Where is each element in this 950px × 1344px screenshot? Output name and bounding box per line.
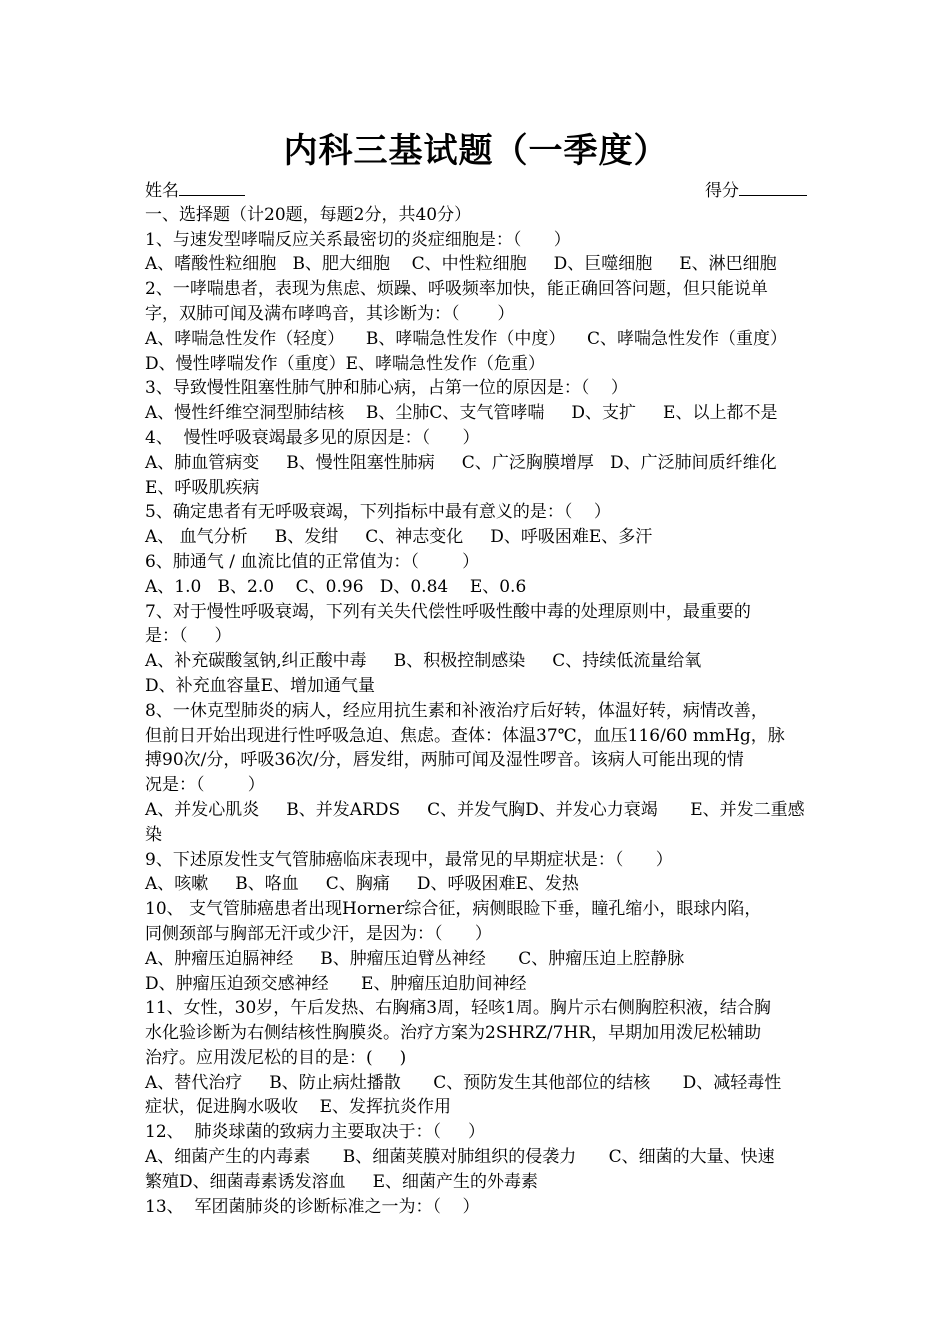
text-line: 8、一休克型肺炎的病人，经应用抗生素和补液治疗后好转，体温好转，病情改善， — [145, 700, 768, 721]
text-line: 水化验诊断为右侧结核性胸膜炎。治疗方案为2SHRZ/7HR，早期加用泼尼松辅助 — [145, 1023, 762, 1044]
text-line: D、补充血容量E、增加通气量 — [145, 675, 376, 696]
text-line: A、补充碳酸氢钠,纠正酸中毒 B、积极控制感染 C、持续低流量给氧 — [145, 651, 702, 672]
score-blank — [739, 178, 807, 196]
text-line: 10、 支气管肺癌患者出现Horner综合征，病侧眼睑下垂，瞳孔缩小，眼球内陷， — [145, 899, 762, 920]
score-label: 得分 — [705, 181, 739, 201]
text-line: A、咳嗽 B、咯血 C、胸痛 D、呼吸困难E、发热 — [145, 874, 579, 895]
text-line: A、并发心肌炎 B、并发ARDS C、并发气胸D、并发心力衰竭 E、并发二重感 — [145, 799, 805, 820]
text-line: A、哮喘急性发作（轻度） B、哮喘急性发作（中度） C、哮喘急性发作（重度） — [145, 328, 788, 349]
name-field — [145, 178, 245, 203]
text-line: 搏90次/分，呼吸36次/分，唇发绀，两肺可闻及湿性啰音。该病人可能出现的情 — [145, 750, 744, 771]
text-line: 况是：（ ） — [145, 775, 265, 796]
text-line: 12、 肺炎球菌的致病力主要取决于：（ ） — [145, 1122, 485, 1143]
text-line: 13、 军团菌肺炎的诊断标准之一为：（ ） — [145, 1196, 480, 1217]
text-line: 7、对于慢性呼吸衰竭，下列有关失代偿性呼吸性酸中毒的处理原则中，最重要的 — [145, 601, 751, 622]
text-line: A、1.0 B、2.0 C、0.96 D、0.84 E、0.6 — [145, 576, 527, 597]
text-line: 11、女性，30岁，午后发热、右胸痛3周，轻咳1周。胸片示右侧胸腔积液，结合胸 — [145, 998, 771, 1019]
text-line: A、 血气分析 B、发绀 C、神志变化 D、呼吸困难E、多汗 — [145, 527, 653, 548]
exam-page — [145, 124, 807, 1219]
name-label: 姓名 — [145, 181, 179, 201]
text-line: 染 — [145, 824, 162, 845]
text-line: A、肿瘤压迫膈神经 B、肿瘤压迫臂丛神经 C、肿瘤压迫上腔静脉 — [145, 948, 685, 969]
question-body — [145, 203, 807, 1220]
text-line: 字，双肺可闻及满布哮鸣音，其诊断为：（ ） — [145, 303, 515, 324]
text-line: D、肿瘤压迫颈交感神经 E、肿瘤压迫肋间神经 — [145, 973, 527, 994]
text-line: 但前日开始出现进行性呼吸急迫、焦虑。查体：体温37℃，血压116/60 mmHg，脉 — [145, 725, 785, 746]
name-blank — [179, 178, 245, 196]
header-row — [145, 178, 807, 203]
text-line: 6、肺通气 / 血流比值的正常值为：（ ） — [145, 551, 480, 572]
text-line: 9、下述原发性支气管肺癌临床表现中，最常见的早期症状是：（ ） — [145, 849, 673, 870]
score-field — [705, 178, 807, 203]
text-line: A、细菌产生的内毒素 B、细菌荚膜对肺组织的侵袭力 C、细菌的大量、快速 — [145, 1147, 775, 1168]
text-line: A、嗜酸性粒细胞 B、肥大细胞 C、中性粒细胞 D、巨噬细胞 E、淋巴细胞 — [145, 254, 777, 275]
text-line: E、呼吸肌疾病 — [145, 477, 260, 498]
text-line: 2、一哮喘患者，表现为焦虑、烦躁、呼吸频率加快，能正确回答问题，但只能说单 — [145, 279, 768, 300]
text-line: A、慢性纤维空洞型肺结核 B、尘肺C、支气管哮喘 D、支扩 E、以上都不是 — [145, 403, 778, 424]
text-line: 3、导致慢性阻塞性肺气肿和肺心病，占第一位的原因是：（ ） — [145, 378, 628, 399]
text-line: 5、确定患者有无呼吸衰竭，下列指标中最有意义的是：（ ） — [145, 502, 611, 523]
text-line: A、肺血管病变 B、慢性阻塞性肺病 C、广泛胸膜增厚 D、广泛肺间质纤维化 — [145, 452, 777, 473]
page-title: 内科三基试题（一季度） — [283, 131, 669, 171]
text-line: 1、与速发型哮喘反应关系最密切的炎症细胞是：（ ） — [145, 229, 571, 250]
text-line: 治疗。应用泼尼松的目的是：( ) — [145, 1047, 407, 1068]
text-line: 症状，促进胸水吸收 E、发挥抗炎作用 — [145, 1097, 452, 1118]
text-line: 一、选择题（计20题，每题2分，共40分） — [145, 204, 472, 225]
text-line: 同侧颈部与胸部无汗或少汗，是因为：（ ） — [145, 923, 492, 944]
text-line: 4、 慢性呼吸衰竭最多见的原因是：（ ） — [145, 427, 480, 448]
text-line: 是：（ ） — [145, 626, 232, 647]
text-line: D、慢性哮喘发作（重度）E、哮喘急性发作（危重） — [145, 353, 546, 374]
text-line: A、替代治疗 B、防止病灶播散 C、预防发生其他部位的结核 D、减轻毒性 — [145, 1072, 782, 1093]
text-line: 繁殖D、细菌毒素诱发溶血 E、细菌产生的外毒素 — [145, 1171, 539, 1192]
